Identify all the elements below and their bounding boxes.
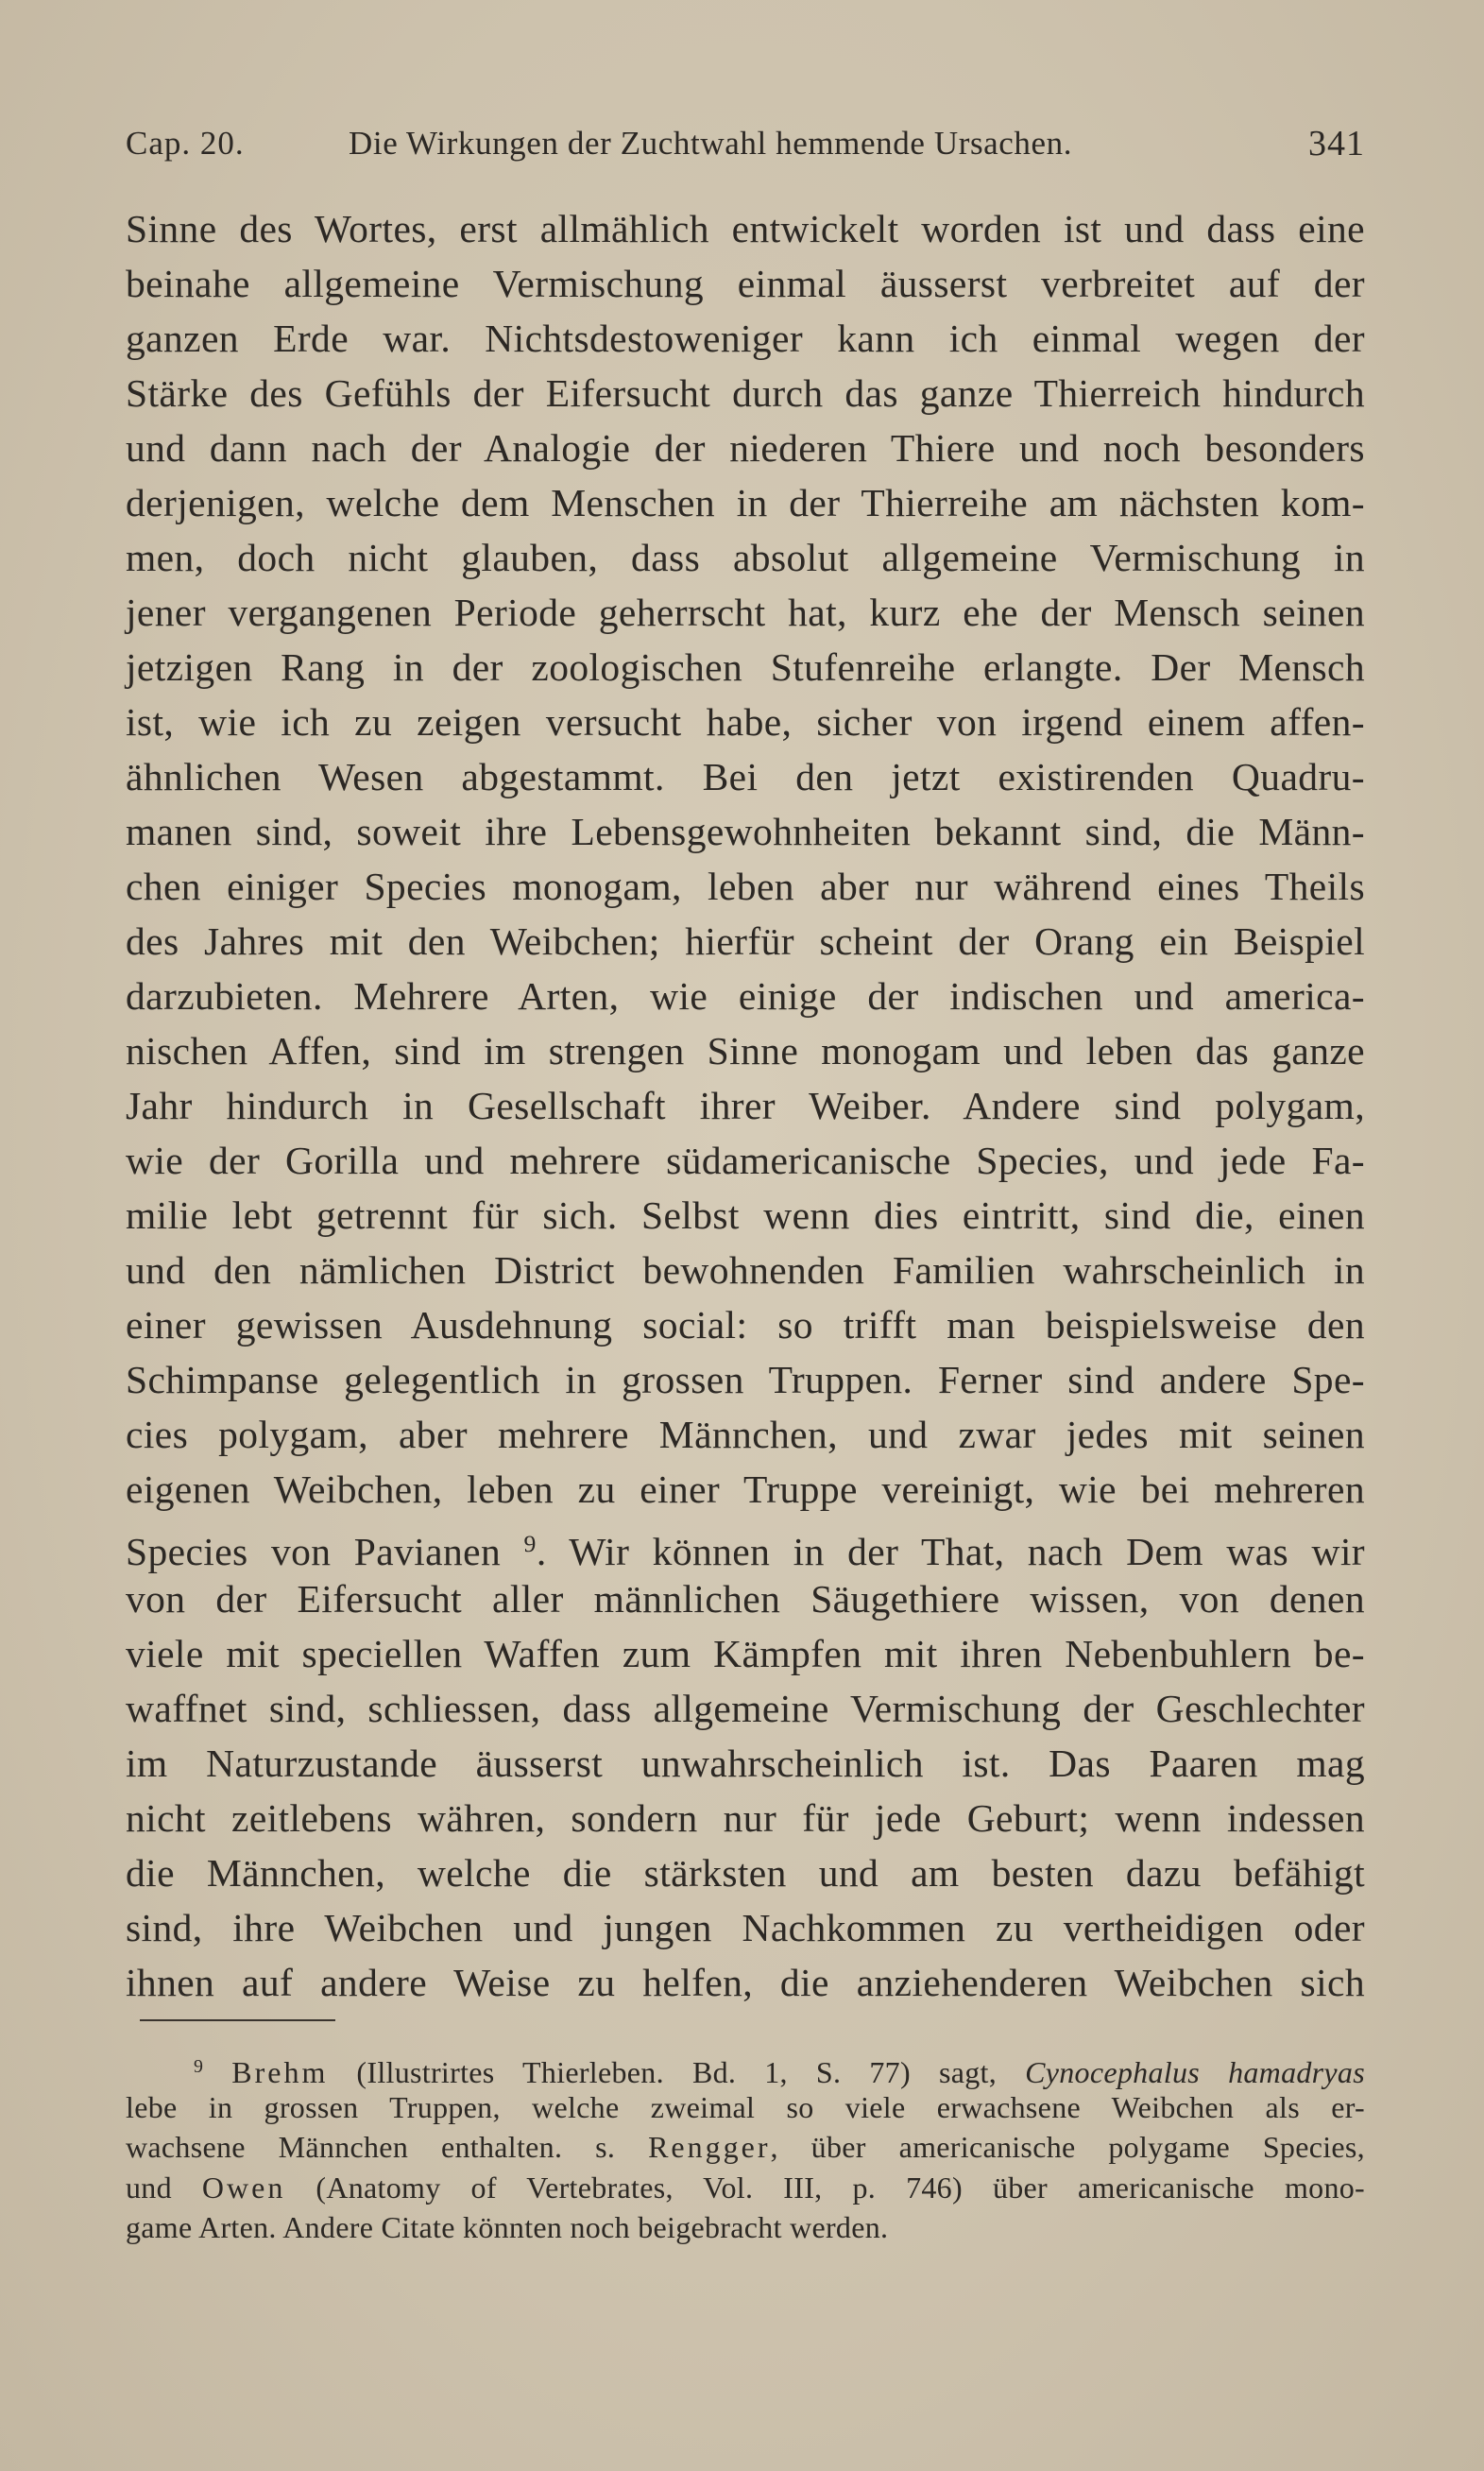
- text-line: nischen Affen, sind im strengen Sinne monogam und leben das ganze: [126, 1029, 1365, 1072]
- footnote-marker: 9: [194, 2056, 204, 2077]
- text-line: derjenigen, welche dem Menschen in der Thierreihe am nächsten kom-: [126, 481, 1365, 524]
- text-line: des Jahres mit den Weibchen; hierfür scheint der Orang ein Beispiel: [126, 919, 1365, 963]
- text-line: einer gewissen Ausdehnung social: so trifft man beispielsweise den: [126, 1303, 1365, 1347]
- text-line: manen sind, soweit ihre Lebensgewohnheiten bekannt sind, die Männ-: [126, 810, 1365, 853]
- text-line-with-footnote-ref: [126, 1517, 1366, 1574]
- footnote-line: game Arten. Andere Citate könnten noch beigebracht werden.: [126, 2210, 889, 2244]
- text-line: die Männchen, welche die stärksten und am besten dazu befähigt: [126, 1851, 1365, 1895]
- chapter-label: Cap. 20.: [126, 125, 245, 162]
- text-line: ganzen Erde war. Nichtsdestoweniger kann ich einmal wegen der: [126, 317, 1365, 360]
- text-line: beinahe allgemeine Vermischung einmal äusserst verbreitet auf der: [126, 262, 1365, 305]
- text-line: von der Eifersucht aller männlichen Säugethiere wissen, von denen: [126, 1577, 1365, 1621]
- text-line: jetzigen Rang in der zoologischen Stufenreihe erlangte. Der Mensch: [126, 645, 1365, 689]
- text-line: ähnlichen Wesen abgestammt. Bei den jetzt existirenden Quadru-: [126, 755, 1365, 798]
- author-name: Owen: [201, 2170, 286, 2205]
- footnotes: [126, 2047, 1365, 2248]
- text-segment: (Illustrirtes Thierleben. Bd. 1, S. 77) sagt,: [328, 2054, 1026, 2089]
- text-line: Sinne des Wortes, erst allmählich entwickelt worden ist und dass eine: [126, 207, 1365, 250]
- body-text: [126, 201, 1365, 2010]
- footnote-separator: [140, 2019, 335, 2021]
- text-segment: , über americanische polygame Species,: [770, 2130, 1365, 2164]
- text-line: Stärke des Gefühls der Eifersucht durch das ganze Thierreich hindurch: [126, 371, 1365, 415]
- page-header: [126, 115, 1365, 172]
- text-line: und den nämlichen District bewohnenden Familien wahrscheinlich in: [126, 1248, 1365, 1292]
- text-line: darzubieten. Mehrere Arten, wie einige der indischen und america-: [126, 974, 1365, 1018]
- text-line: chen einiger Species monogam, leben aber nur während eines Theils: [126, 865, 1365, 908]
- text-line: jener vergangenen Periode geherrscht hat, kurz ehe der Mensch seinen: [126, 591, 1365, 634]
- text-line: Schimpanse gelegentlich in grossen Truppen. Ferner sind andere Spe-: [126, 1358, 1365, 1401]
- text-line: waffnet sind, schliessen, dass allgemeine Vermischung der Geschlechter: [126, 1687, 1365, 1730]
- text-line: milie lebt getrennt für sich. Selbst wenn dies eintritt, sind die, einen: [126, 1193, 1365, 1237]
- text-segment: (Anatomy of Vertebrates, Vol. III, p. 746) über americanische mono-: [285, 2170, 1365, 2205]
- text-line: und dann nach der Analogie der niederen Thiere und noch besonders: [126, 426, 1365, 470]
- text-line: wie der Gorilla und mehrere südamericanische Species, und jede Fa-: [126, 1139, 1365, 1182]
- text-line: sind, ihre Weibchen und jungen Nachkommen zu vertheidigen oder: [126, 1906, 1365, 1949]
- page-number: 341: [1308, 124, 1365, 163]
- text-segment: wachsene Männchen enthalten. s.: [126, 2130, 649, 2164]
- text-line: Jahr hindurch in Gesellschaft ihrer Weiber. Andere sind polygam,: [126, 1084, 1365, 1127]
- footnote-line: [126, 2168, 1365, 2208]
- text-line: ist, wie ich zu zeigen versucht habe, sicher von irgend einem affen-: [126, 700, 1365, 744]
- author-name: Brehm: [231, 2054, 329, 2089]
- running-title: Die Wirkungen der Zuchtwahl hemmende Ursachen.: [349, 125, 1073, 162]
- species-name: Cynocephalus hamadryas: [1025, 2054, 1365, 2089]
- footnote-line: lebe in grossen Truppen, welche zweimal so viele erwachsene Weibchen als er-: [126, 2089, 1365, 2124]
- footnote-reference[interactable]: 9: [523, 1530, 537, 1557]
- text-line: men, doch nicht glauben, dass absolut allgemeine Vermischung in: [126, 536, 1365, 579]
- text-line: cies polygam, aber mehrere Männchen, und zwar jedes mit seinen: [126, 1413, 1365, 1456]
- text-segment: und: [126, 2170, 202, 2205]
- text-segment: . Wir können in der That, nach Dem was wir: [536, 1530, 1366, 1574]
- text-line: eigenen Weibchen, leben zu einer Truppe vereinigt, wie bei mehreren: [126, 1467, 1365, 1511]
- text-line: im Naturzustande äusserst unwahrscheinlich ist. Das Paaren mag: [126, 1742, 1365, 1785]
- footnote-line: [126, 2047, 1365, 2087]
- text-line: nicht zeitlebens währen, sondern nur für jede Geburt; wenn indessen: [126, 1796, 1365, 1840]
- author-name: Rengger: [648, 2130, 771, 2164]
- text-segment: Species von Pavianen: [126, 1530, 502, 1574]
- text-line: ihnen auf andere Weise zu helfen, die anziehenderen Weibchen sich: [126, 1961, 1365, 2004]
- footnote-line: [126, 2127, 1365, 2168]
- text-line: viele mit speciellen Waffen zum Kämpfen mit ihren Nebenbuhlern be-: [126, 1632, 1365, 1675]
